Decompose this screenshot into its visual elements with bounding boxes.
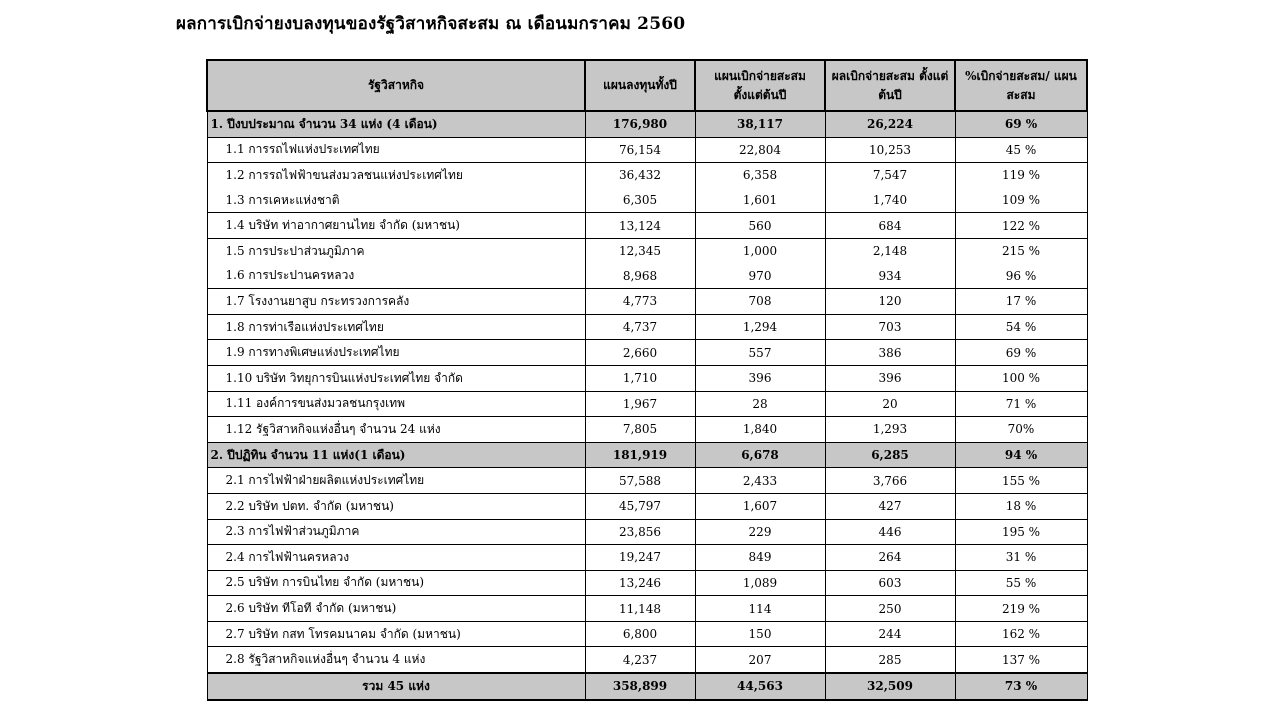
cell-enterprise-name: 2.1 การไฟฟ้าฝ่ายผลิตแห่งประเทศไทย [207, 468, 585, 494]
table-row [207, 289, 1087, 315]
cell-annual-plan: 13,246 [585, 570, 695, 596]
cell-percent: 122 % [955, 213, 1087, 239]
cell-annual-plan: 19,247 [585, 545, 695, 571]
cell-annual-plan: 8,968 [585, 264, 695, 289]
table-row [207, 238, 1087, 263]
cell-percent: 215 % [955, 238, 1087, 263]
cell-cumulative-plan: 22,804 [695, 137, 825, 163]
table-row [207, 137, 1087, 163]
header-cumulative-actual: ผลเบิกจ่ายสะสม ตั้งแต่ต้นปี [825, 60, 955, 111]
table-row [207, 647, 1087, 673]
cell-cumulative-plan: 6,358 [695, 163, 825, 188]
cell-enterprise-name: 2.2 บริษัท ปตท. จำกัด (มหาชน) [207, 493, 585, 519]
cell-percent: 69 % [955, 340, 1087, 366]
cell-annual-plan: 23,856 [585, 519, 695, 545]
table-row [207, 365, 1087, 391]
cell-enterprise-name: 2.3 การไฟฟ้าส่วนภูมิภาค [207, 519, 585, 545]
cell-annual-plan: 12,345 [585, 238, 695, 263]
cell-annual-plan: 4,237 [585, 647, 695, 673]
cell-enterprise-name: 1.11 องค์การขนส่งมวลชนกรุงเทพ [207, 391, 585, 417]
document-title: ผลการเบิกจ่ายงบลงทุนของรัฐวิสาหกิจสะสม ณ เดือนมกราคม 2560 [176, 14, 686, 34]
cell-cumulative-plan: 2,433 [695, 468, 825, 494]
cell-annual-plan: 1,710 [585, 365, 695, 391]
cell-cumulative-plan: 1,840 [695, 417, 825, 443]
cell-annual-plan: 6,800 [585, 621, 695, 647]
table-row [207, 163, 1087, 188]
cell-cumulative-actual: 1,293 [825, 417, 955, 443]
cell-cumulative-plan: 1,294 [695, 314, 825, 340]
header-annual-plan: แผนลงทุนทั้งปี [585, 60, 695, 111]
cell-enterprise-name: 2.7 บริษัท กสท โทรคมนาคม จำกัด (มหาชน) [207, 621, 585, 647]
cell-cumulative-actual: 446 [825, 519, 955, 545]
cell-enterprise-name: 2. ปีปฏิทิน จำนวน 11 แห่ง(1 เดือน) [207, 442, 585, 468]
cell-cumulative-plan: 1,089 [695, 570, 825, 596]
group-subtotal-row [207, 111, 1087, 137]
cell-cumulative-plan: 6,678 [695, 442, 825, 468]
cell-cumulative-plan: 849 [695, 545, 825, 571]
cell-enterprise-name: 2.8 รัฐวิสาหกิจแห่งอื่นๆ จำนวน 4 แห่ง [207, 647, 585, 673]
cell-enterprise-name: 1.8 การท่าเรือแห่งประเทศไทย [207, 314, 585, 340]
cell-enterprise-name: 1.3 การเคหะแห่งชาติ [207, 188, 585, 213]
cell-annual-plan: 4,737 [585, 314, 695, 340]
cell-cumulative-plan: 207 [695, 647, 825, 673]
cell-cumulative-actual: 3,766 [825, 468, 955, 494]
table-row [207, 264, 1087, 289]
cell-cumulative-actual: 603 [825, 570, 955, 596]
cell-cumulative-actual: 684 [825, 213, 955, 239]
table-row [207, 340, 1087, 366]
cell-enterprise-name: 2.5 บริษัท การบินไทย จำกัด (มหาชน) [207, 570, 585, 596]
cell-annual-plan: 57,588 [585, 468, 695, 494]
cell-percent: 45 % [955, 137, 1087, 163]
cell-cumulative-actual: 20 [825, 391, 955, 417]
cell-percent: 70% [955, 417, 1087, 443]
cell-percent: 96 % [955, 264, 1087, 289]
cell-cumulative-actual: 244 [825, 621, 955, 647]
cell-cumulative-plan: 557 [695, 340, 825, 366]
header-row [207, 60, 1087, 111]
cell-enterprise-name: 2.4 การไฟฟ้านครหลวง [207, 545, 585, 571]
cell-percent: 155 % [955, 468, 1087, 494]
cell-cumulative-plan: 970 [695, 264, 825, 289]
cell-annual-plan: 11,148 [585, 596, 695, 622]
cell-percent: 100 % [955, 365, 1087, 391]
table-row [207, 519, 1087, 545]
cell-annual-plan: 6,305 [585, 188, 695, 213]
cell-cumulative-plan: 150 [695, 621, 825, 647]
cell-cumulative-actual: 1,740 [825, 188, 955, 213]
table-row [207, 417, 1087, 443]
cell-cumulative-actual: 386 [825, 340, 955, 366]
cell-enterprise-name: 1.1 การรถไฟแห่งประเทศไทย [207, 137, 585, 163]
cell-cumulative-plan: 560 [695, 213, 825, 239]
cell-percent: 71 % [955, 391, 1087, 417]
table-row [207, 545, 1087, 571]
cell-cumulative-actual: 396 [825, 365, 955, 391]
cell-enterprise-name: 1. ปีงบประมาณ จำนวน 34 แห่ง (4 เดือน) [207, 111, 585, 137]
cell-cumulative-actual: 2,148 [825, 238, 955, 263]
cell-annual-plan: 358,899 [585, 673, 695, 700]
cell-percent: 73 % [955, 673, 1087, 700]
cell-cumulative-plan: 38,117 [695, 111, 825, 137]
table-row [207, 391, 1087, 417]
cell-enterprise-name: 1.5 การประปาส่วนภูมิภาค [207, 238, 585, 263]
cell-cumulative-actual: 427 [825, 493, 955, 519]
cell-enterprise-name: 1.6 การประปานครหลวง [207, 264, 585, 289]
table-row [207, 188, 1087, 213]
cell-annual-plan: 76,154 [585, 137, 695, 163]
table-header [207, 60, 1087, 111]
table-body [207, 111, 1087, 700]
cell-percent: 109 % [955, 188, 1087, 213]
cell-cumulative-actual: 934 [825, 264, 955, 289]
cell-annual-plan: 7,805 [585, 417, 695, 443]
cell-cumulative-plan: 44,563 [695, 673, 825, 700]
cell-cumulative-actual: 703 [825, 314, 955, 340]
cell-enterprise-name: 2.6 บริษัท ทีโอที จำกัด (มหาชน) [207, 596, 585, 622]
cell-cumulative-actual: 10,253 [825, 137, 955, 163]
investment-disbursement-table [206, 59, 1088, 701]
cell-enterprise-name: 1.10 บริษัท วิทยุการบินแห่งประเทศไทย จำกัด [207, 365, 585, 391]
group-subtotal-row [207, 442, 1087, 468]
cell-annual-plan: 4,773 [585, 289, 695, 315]
cell-cumulative-actual: 285 [825, 647, 955, 673]
header-cumulative-plan: แผนเบิกจ่ายสะสม ตั้งแต่ต้นปี [695, 60, 825, 111]
cell-percent: 94 % [955, 442, 1087, 468]
cell-cumulative-actual: 26,224 [825, 111, 955, 137]
cell-cumulative-plan: 708 [695, 289, 825, 315]
cell-percent: 69 % [955, 111, 1087, 137]
cell-enterprise-name: 1.12 รัฐวิสาหกิจแห่งอื่นๆ จำนวน 24 แห่ง [207, 417, 585, 443]
cell-cumulative-plan: 28 [695, 391, 825, 417]
cell-cumulative-actual: 6,285 [825, 442, 955, 468]
cell-annual-plan: 1,967 [585, 391, 695, 417]
header-percent: %เบิกจ่ายสะสม/ แผนสะสม [955, 60, 1087, 111]
cell-percent: 18 % [955, 493, 1087, 519]
cell-annual-plan: 45,797 [585, 493, 695, 519]
table-row [207, 314, 1087, 340]
cell-annual-plan: 176,980 [585, 111, 695, 137]
cell-enterprise-name: 1.2 การรถไฟฟ้าขนส่งมวลชนแห่งประเทศไทย [207, 163, 585, 188]
cell-cumulative-actual: 32,509 [825, 673, 955, 700]
header-enterprise: รัฐวิสาหกิจ [207, 60, 585, 111]
cell-cumulative-actual: 7,547 [825, 163, 955, 188]
cell-cumulative-plan: 1,000 [695, 238, 825, 263]
table-row [207, 213, 1087, 239]
cell-percent: 137 % [955, 647, 1087, 673]
cell-enterprise-name: 1.4 บริษัท ท่าอากาศยานไทย จำกัด (มหาชน) [207, 213, 585, 239]
cell-percent: 54 % [955, 314, 1087, 340]
cell-enterprise-name: รวม 45 แห่ง [207, 673, 585, 700]
cell-percent: 17 % [955, 289, 1087, 315]
cell-annual-plan: 36,432 [585, 163, 695, 188]
cell-percent: 195 % [955, 519, 1087, 545]
cell-annual-plan: 13,124 [585, 213, 695, 239]
cell-cumulative-plan: 1,607 [695, 493, 825, 519]
table-row [207, 570, 1087, 596]
cell-enterprise-name: 1.7 โรงงานยาสูบ กระทรวงการคลัง [207, 289, 585, 315]
cell-cumulative-actual: 250 [825, 596, 955, 622]
cell-cumulative-plan: 396 [695, 365, 825, 391]
cell-percent: 162 % [955, 621, 1087, 647]
cell-cumulative-plan: 114 [695, 596, 825, 622]
cell-annual-plan: 2,660 [585, 340, 695, 366]
table-row [207, 468, 1087, 494]
cell-cumulative-actual: 120 [825, 289, 955, 315]
cell-annual-plan: 181,919 [585, 442, 695, 468]
cell-enterprise-name: 1.9 การทางพิเศษแห่งประเทศไทย [207, 340, 585, 366]
grand-total-row [207, 673, 1087, 700]
cell-percent: 55 % [955, 570, 1087, 596]
table-row [207, 596, 1087, 622]
table-row [207, 621, 1087, 647]
cell-cumulative-plan: 1,601 [695, 188, 825, 213]
cell-percent: 119 % [955, 163, 1087, 188]
cell-cumulative-actual: 264 [825, 545, 955, 571]
cell-percent: 219 % [955, 596, 1087, 622]
cell-cumulative-plan: 229 [695, 519, 825, 545]
table-row [207, 493, 1087, 519]
cell-percent: 31 % [955, 545, 1087, 571]
